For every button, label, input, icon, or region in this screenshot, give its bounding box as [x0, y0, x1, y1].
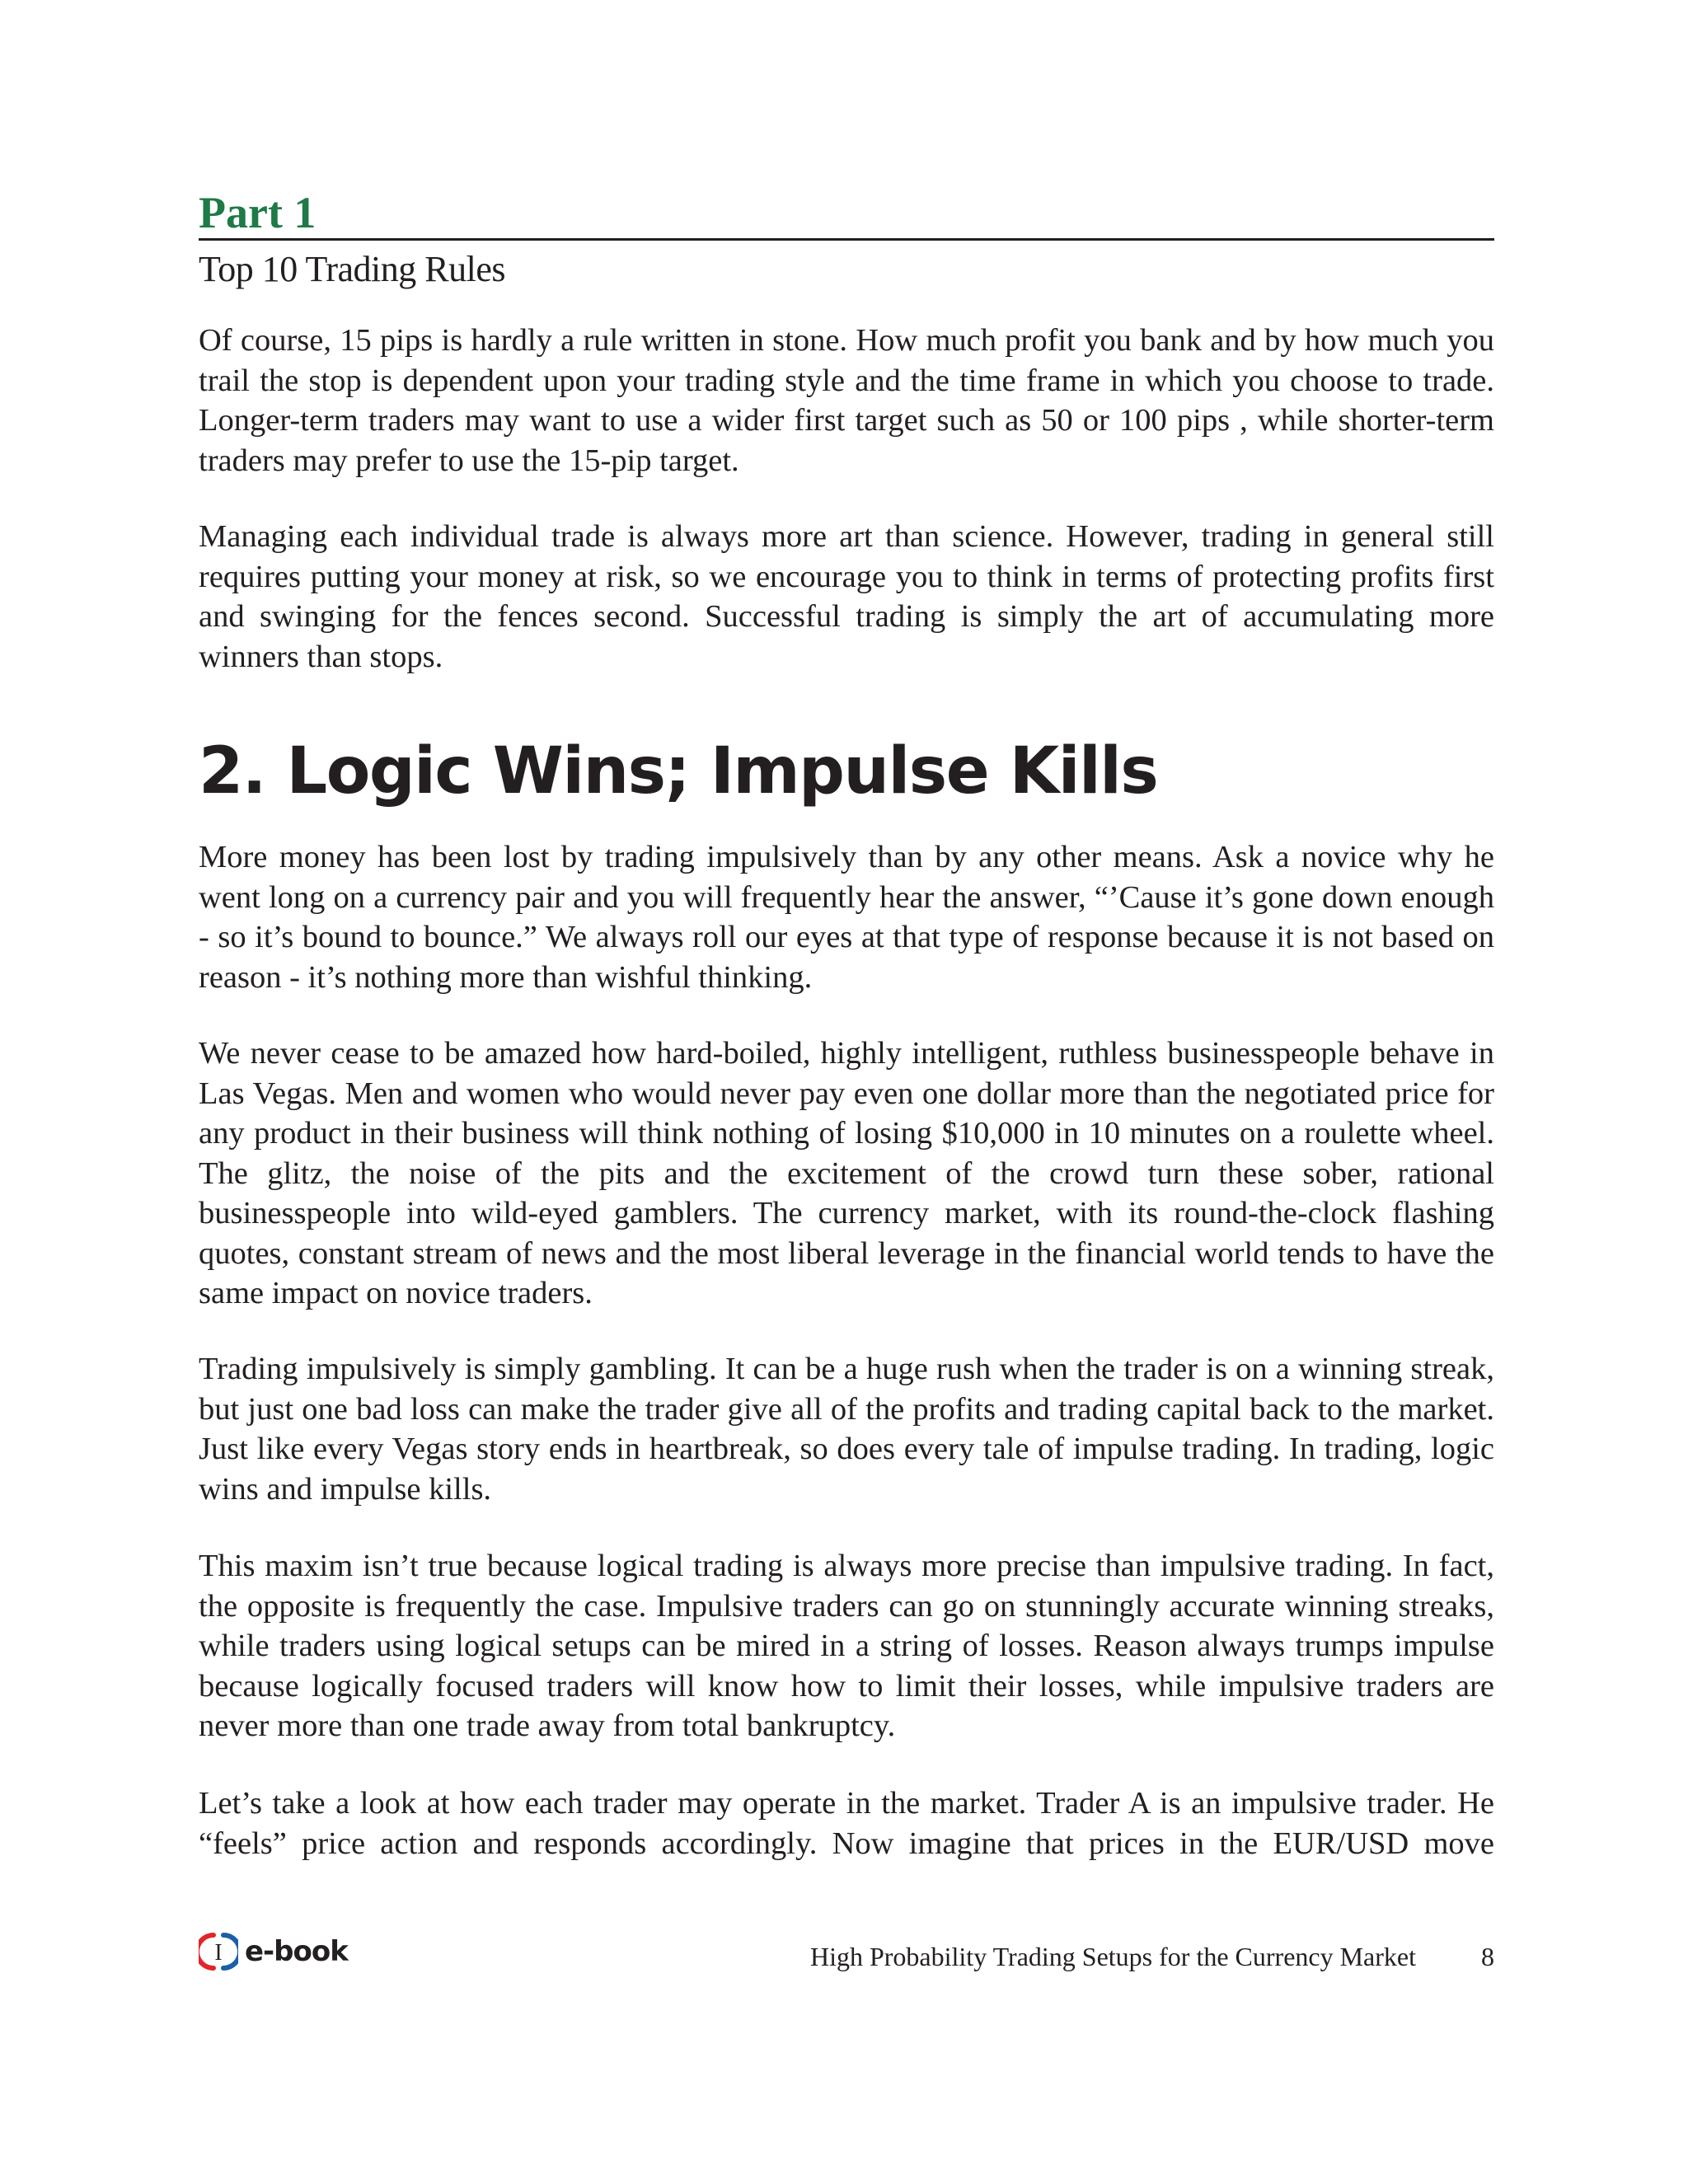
page-footer — [199, 1929, 1494, 1978]
paragraph: Let’s take a look at how each trader may operate in the market. Trader A is an impulsive trader. He “feels” price action and responds accordingly. Now imagine that prices in the EUR/USD move — [199, 1786, 1494, 1861]
paragraph: This maxim isn’t true because logical trading is always more precise than impulsive trading. In fact, the opposite is frequently the case. Impulsive traders can go on stunningly accurate winning streaks, while traders using logical setups can be mired in a string of losses. Reason always trumps impulse because logically focused traders will know how to limit their losses, while impulsive traders are never more than one trade away from total bankruptcy. — [199, 1549, 1494, 1743]
ebook-logo-icon — [199, 1932, 238, 1971]
footer-book-title: High Probability Trading Setups for the Currency Market — [809, 1942, 1416, 1971]
document-page — [199, 0, 1494, 2184]
header-rule — [199, 238, 1494, 241]
logo-text: e-book — [245, 1935, 348, 1968]
part-header — [199, 188, 1494, 292]
part-subtitle: Top 10 Trading Rules — [199, 249, 505, 289]
paragraph: More money has been lost by trading impulsively than by any other means. Ask a novice why he went long on a currency pair and you will frequently hear the answer, “’Cause it’s gone down enough - so it’s bound to bounce.” We always roll our eyes at that type of response because it is not based on reason - it’s nothing more than wishful thinking. — [199, 840, 1494, 995]
section-heading: 2. Logic Wins; Impulse Kills — [199, 734, 1158, 808]
part-title: Part 1 — [199, 188, 316, 237]
paragraph: Managing each individual trade is always more art than science. However, trading in general still requires putting your money at risk, so we encourage you to think in terms of protecting profits first and swinging for the fences second. Successful trading is simply the art of accumulating more winners than stops. — [199, 519, 1494, 674]
ebook-logo — [199, 1932, 348, 1971]
paragraph: We never cease to be amazed how hard-boiled, highly intelligent, ruthless businesspeople behave in Las Vegas. Men and women who would never pay even one dollar more than the negotiated price for any product in their business will think nothing of losing $10,000 in 10 minutes on a roulette wheel. The glitz, the noise of the pits and the excitement of the crowd turn these sober, rational businesspeople into wild-eyed gamblers. The currency market, with its round-the-clock flashing quotes, constant stream of news and the most liberal leverage in the financial world tends to have the same impact on novice traders. — [199, 1036, 1494, 1310]
logo-letter: I — [214, 1940, 223, 1966]
page-number: 8 — [1481, 1942, 1494, 1971]
paragraph: Of course, 15 pips is hardly a rule written in stone. How much profit you bank and by how much you trail the stop is dependent upon your trading style and the time frame in which you choose to trade. Longer-term traders may want to use a wider first target such as 50 or 100 pips , while shorter-term traders may prefer to use the 15-pip target. — [199, 323, 1494, 478]
paragraph: Trading impulsively is simply gambling. It can be a huge rush when the trader is on a winning streak, but just one bad loss can make the trader give all of the profits and trading capital back to the market. Just like every Vegas story ends in heartbreak, so does every tale of impulse trading. In trading, logic wins and impulse kills. — [199, 1352, 1494, 1507]
